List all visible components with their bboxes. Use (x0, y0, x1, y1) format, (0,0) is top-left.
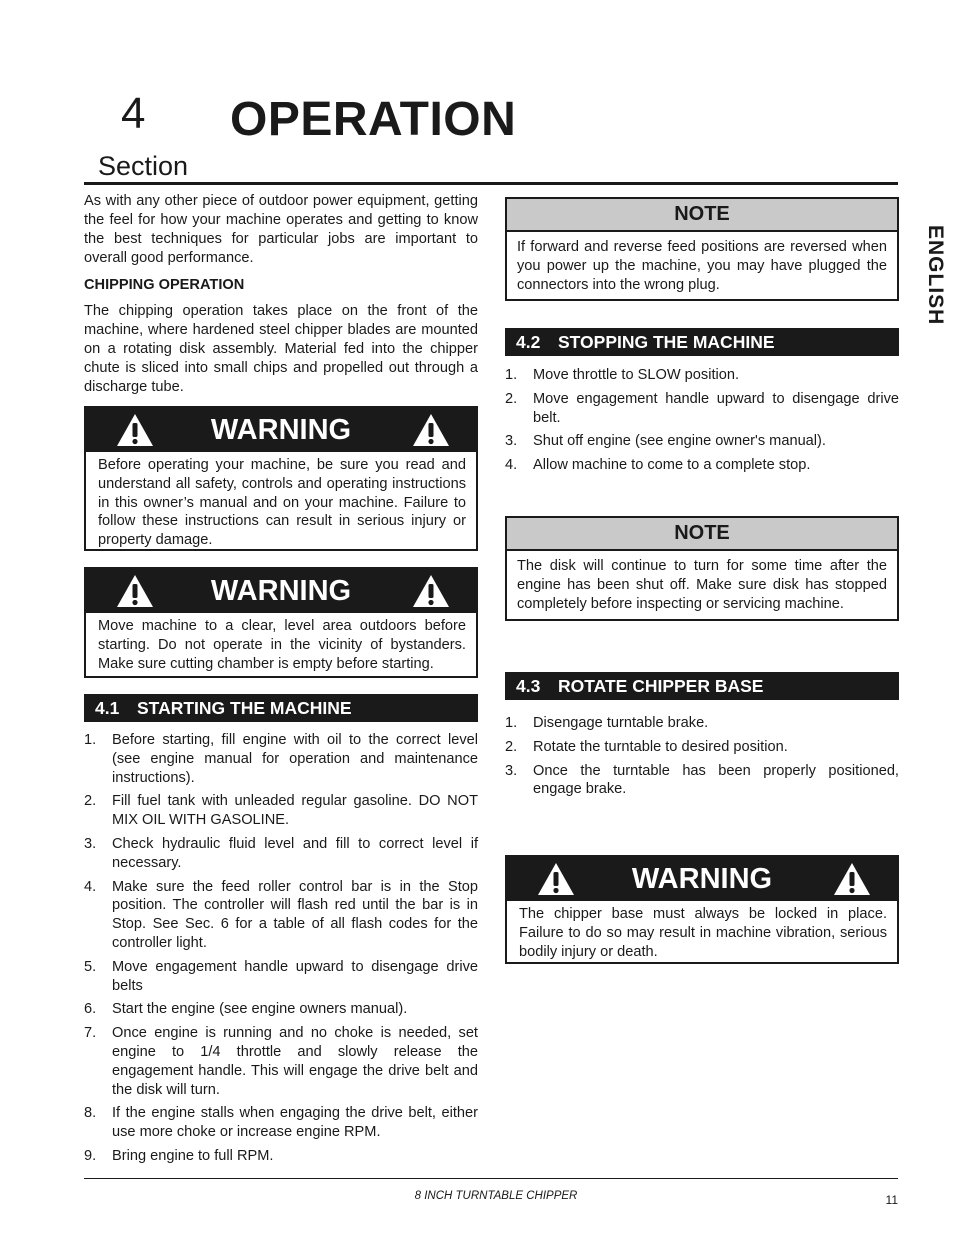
list-item: 1. Move throttle to SLOW position. (505, 367, 740, 383)
list-item: 9. Bring engine to full RPM. (84, 1147, 274, 1164)
language-label: ENGLISH (924, 225, 947, 326)
section-number: 4.2 (516, 332, 541, 352)
warning-label: WARNING (631, 863, 773, 896)
list-item: 4. Allow machine to come to a complete stop. (505, 457, 811, 474)
list-item: 1. Before starting, fill engine with oil to the correct level (see engine manual for operation and maintenance instructions). (84, 732, 478, 786)
section-title: STARTING THE MACHINE (137, 698, 352, 718)
section-number: 4.1 (95, 698, 120, 718)
list-item: 2. Rotate the turntable to desired position. (505, 738, 788, 755)
section-number: 4 (121, 89, 146, 138)
list-item: 1. Disengage turntable brake. (505, 714, 709, 731)
section-title: ROTATE CHIPPER BASE (558, 675, 764, 696)
warning-triangle-icon (412, 413, 450, 447)
warning-box-1 (84, 406, 478, 551)
warning-header (507, 857, 897, 901)
note-label: NOTE (507, 199, 897, 232)
warning-text: Move machine to a clear, level area outdoors before starting. Do not operate in the vicinity of bystanders. Make sure cutting chamber is empty before starting. (98, 618, 466, 672)
list-item: 3. Check hydraulic fluid level and fill to correct level if necessary. (84, 835, 478, 871)
warning-header (86, 569, 476, 613)
section-heading-4-2 (505, 328, 899, 356)
list-item: 8. If the engine stalls when engaging the drive belt, either use more choke or increase engine RPM. (84, 1105, 478, 1141)
note-text: The disk will continue to turn for some time after the engine has been shut off. Make sure disk has stopped completely before inspecting or servicing machine. (517, 557, 887, 612)
warning-triangle-icon (833, 862, 871, 896)
warning-header (86, 408, 476, 452)
note-box-2 (505, 516, 899, 621)
list-item: 3. Once the turntable has been properly positioned, engage brake. (505, 762, 899, 798)
chipping-paragraph: The chipping operation takes place on the front of the machine, where hardened steel chipper blades are mounted on a rotating disk assembly. Material fed into the chipper chute is sliced into small chips and propelled out through a discharge tube. (84, 303, 478, 395)
section-title: STOPPING THE MACHINE (558, 332, 775, 352)
starting-steps-list (84, 731, 478, 1166)
warning-box-2 (84, 567, 478, 678)
page-title: OPERATION (230, 93, 517, 146)
note-box-1 (505, 197, 899, 301)
list-item: 2. Fill fuel tank with unleaded regular gasoline. DO NOT MIX OIL WITH GASOLINE. (84, 793, 478, 829)
section-number: 4.3 (516, 675, 541, 696)
page-number: 11 (885, 1193, 898, 1207)
list-item: 5. Move engagement handle upward to disengage drive belts (84, 958, 478, 994)
stopping-steps-list (505, 366, 899, 475)
warning-box-3 (505, 855, 899, 964)
rotate-steps-list (505, 714, 899, 799)
section-label: Section (98, 151, 189, 181)
footer-product-name: 8 INCH TURNTABLE CHIPPER (414, 1190, 578, 1202)
note-label: NOTE (507, 518, 897, 551)
list-item: 4. Make sure the feed roller control bar is in the Stop position. The controller will flash red until the bar is in Stop. See Sec. 6 for a table of all flash codes for the controller light. (84, 878, 478, 951)
right-column (505, 197, 899, 964)
list-item: 3. Shut off engine (see engine owner's manual). (505, 433, 826, 450)
chipping-heading: CHIPPING OPERATION (84, 277, 245, 293)
warning-triangle-icon (412, 574, 450, 608)
list-item: 7. Once engine is running and no choke is needed, set engine to 1/4 throttle and slowly release the engagement handle. This will engage the drive belt and the disk will turn. (84, 1025, 478, 1098)
footer-rule (84, 1178, 898, 1179)
list-item: 2. Move engagement handle upward to disengage drive belt. (505, 390, 899, 426)
warning-label: WARNING (210, 575, 352, 607)
language-tab (913, 225, 947, 330)
left-column (84, 192, 478, 1166)
list-item: 6. Start the engine (see engine owners manual). (84, 1001, 408, 1018)
warning-text: Before operating your machine, be sure you read and understand all safety, controls and operating instructions in this owner’s manual and on your machine. Failure to follow these instructions can result in serious injury or property damage. (98, 457, 466, 549)
warning-label: WARNING (210, 414, 352, 446)
intro-paragraph: As with any other piece of outdoor power equipment, getting the feel for how your machine operates and getting to know the best techniques for particular jobs are important to overall good performance. (84, 193, 478, 266)
warning-text: The chipper base must always be locked in place. Failure to do so may result in machine vibration, serious bodily injury or death. (519, 906, 887, 960)
section-heading-4-3 (505, 672, 899, 700)
section-heading-4-1 (84, 694, 478, 722)
note-text: If forward and reverse feed positions are reversed when you power up the machine, you may have plugged the connectors into the wrong plug. (517, 239, 887, 293)
header-rule (84, 182, 898, 185)
